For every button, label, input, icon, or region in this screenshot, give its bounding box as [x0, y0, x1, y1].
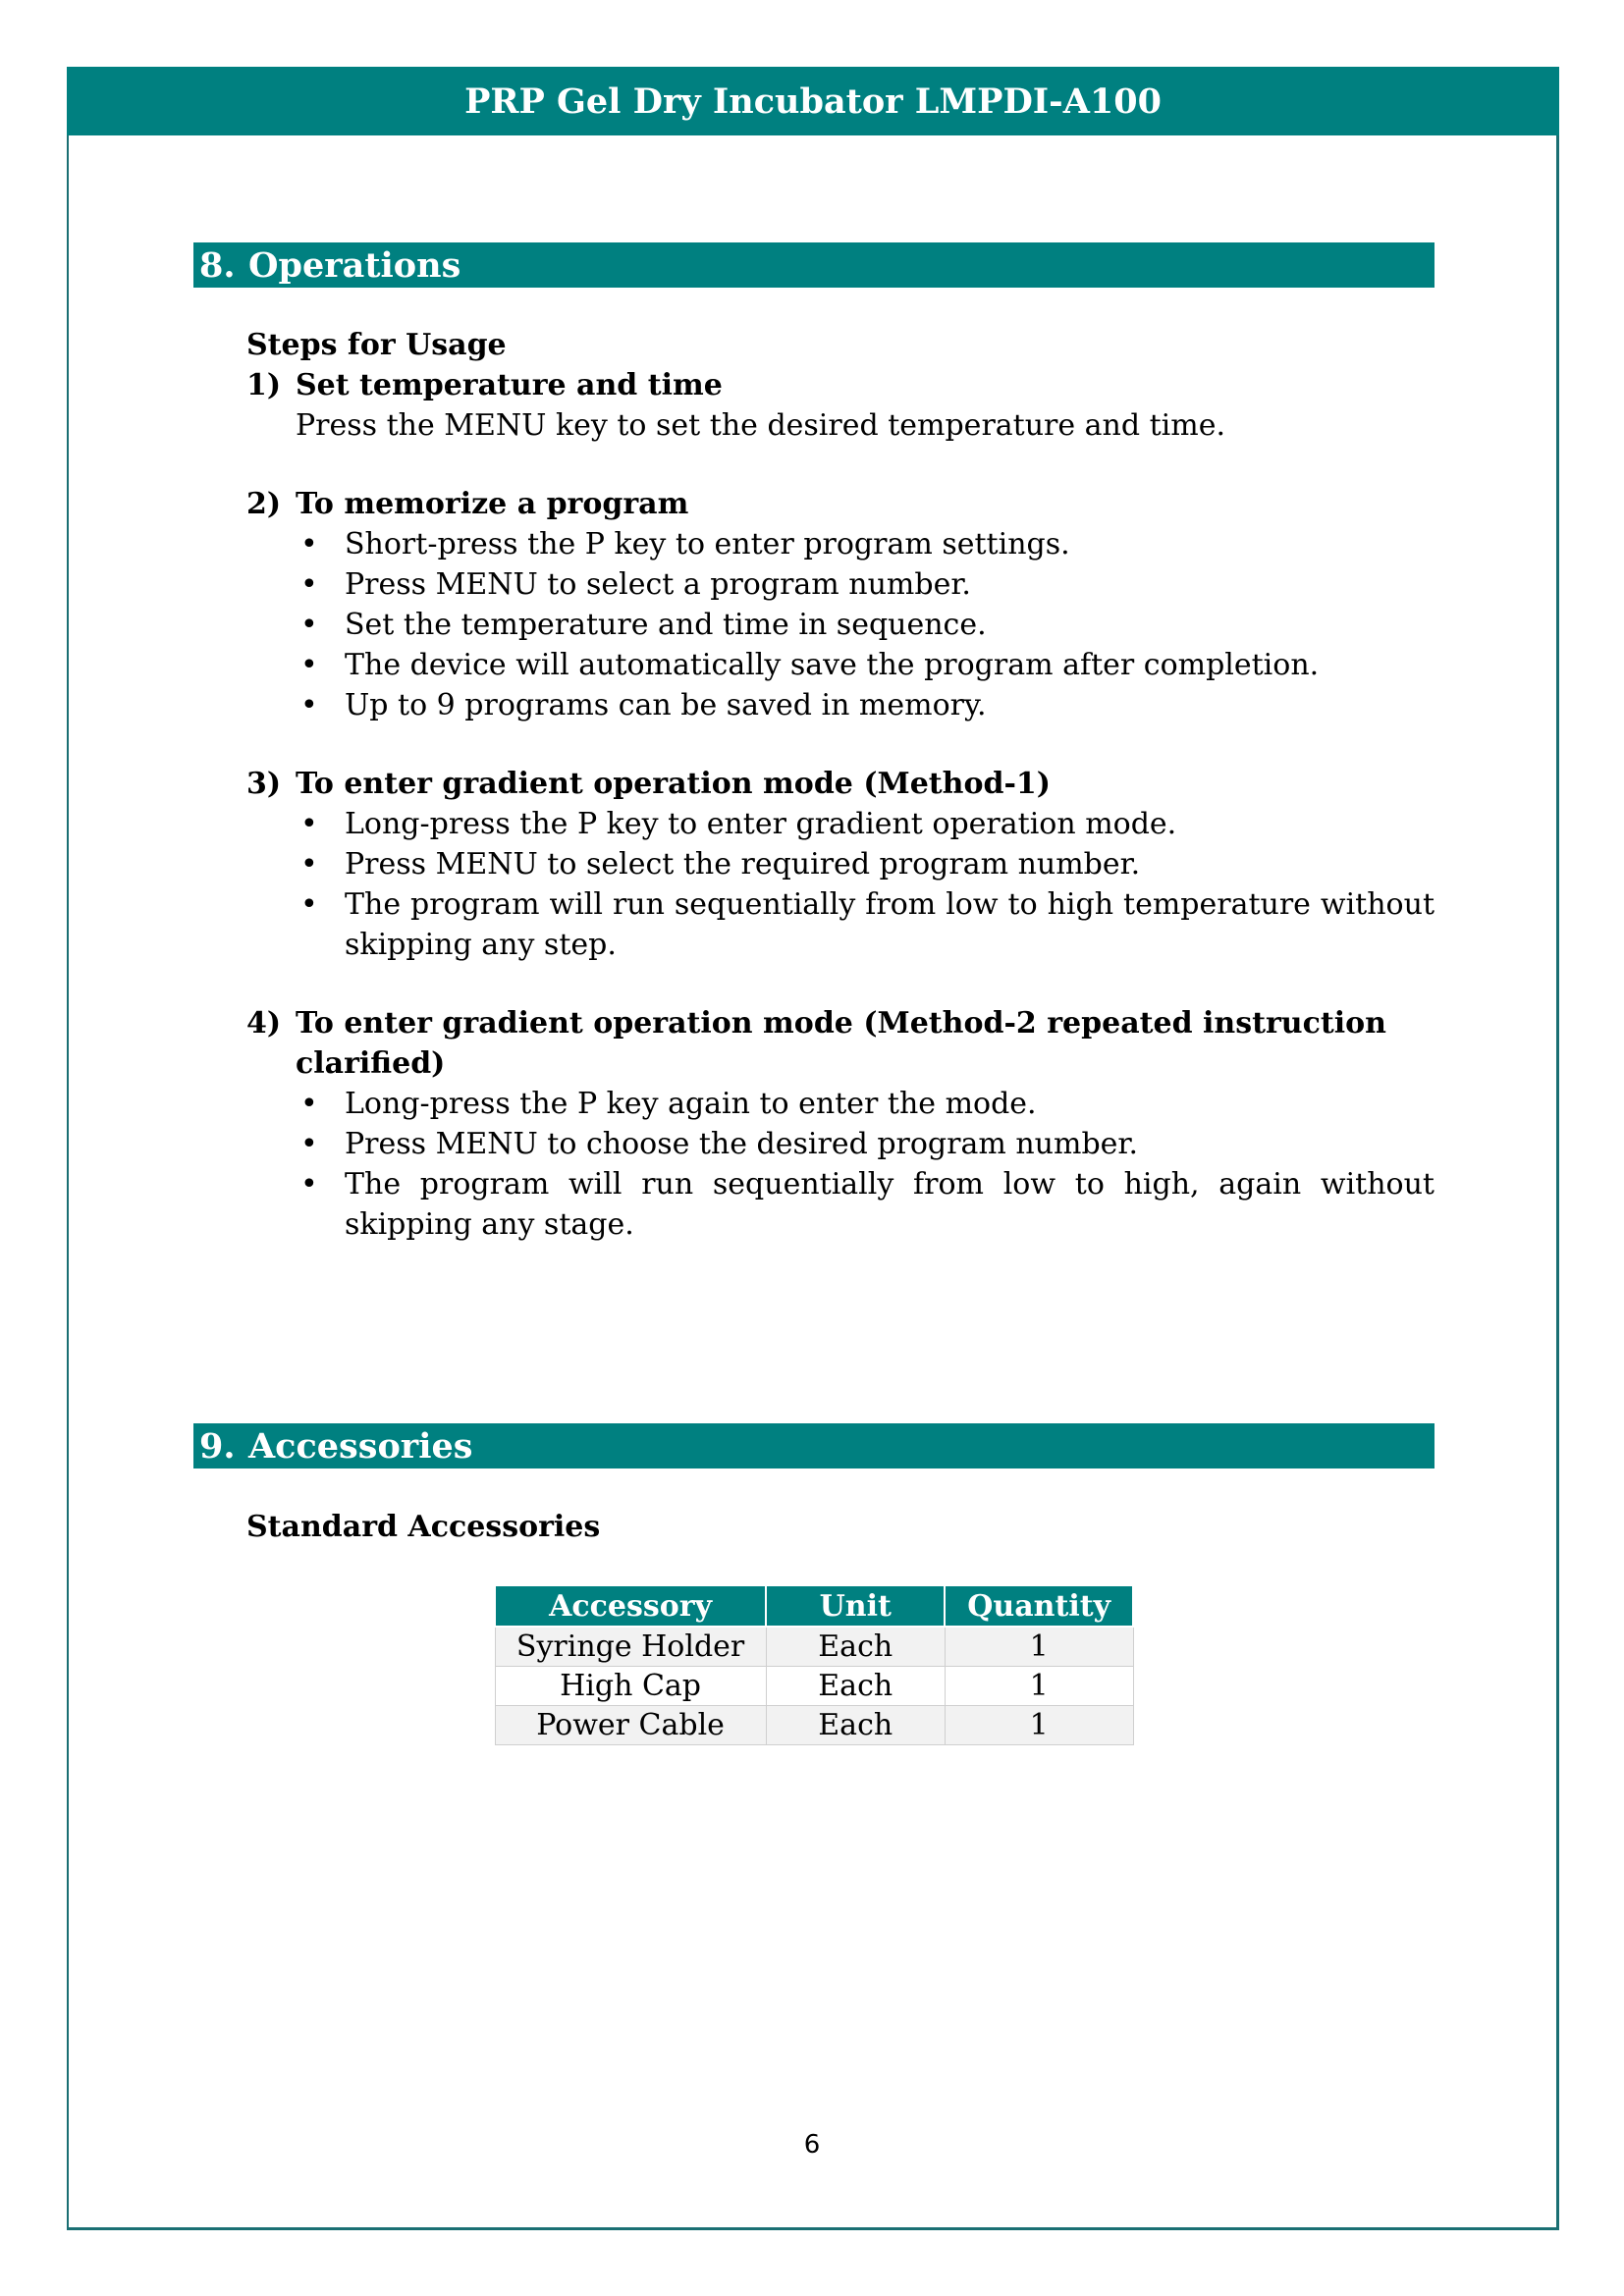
accessories-table [494, 1584, 1134, 1745]
table-cell: Each [766, 1706, 945, 1745]
column-header: Quantity [945, 1585, 1133, 1627]
list-item: • Press MENU to choose the desired program number. [296, 1124, 1435, 1164]
list-item: • Press MENU to select a program number. [296, 564, 1435, 605]
bullet-icon: • [300, 1127, 318, 1161]
column-header: Accessory [495, 1585, 766, 1627]
step-text: Press the MENU key to set the desired temperature and time. [296, 408, 1226, 443]
step-title: Set temperature and time [296, 368, 723, 402]
step-bullet-list [246, 524, 1435, 725]
list-item: • Long-press the P key again to enter the mode. [296, 1084, 1435, 1124]
bullet-icon: • [300, 608, 318, 642]
table-header-row [495, 1585, 1133, 1627]
page-number: 6 [803, 2130, 821, 2160]
accessories-content [246, 1507, 600, 1547]
section-operations-heading [193, 242, 1435, 288]
step-number: 3) [246, 767, 282, 801]
document-title: PRP Gel Dry Incubator LMPDI-A100 [464, 80, 1162, 122]
list-item: • Press MENU to select the required program number. [296, 844, 1435, 884]
table-cell: 1 [945, 1667, 1133, 1706]
table-cell: Each [766, 1627, 945, 1667]
table-row [495, 1627, 1133, 1667]
section-title: Operations [248, 244, 461, 286]
section-number: 8. [199, 244, 236, 286]
bullet-icon: • [300, 527, 318, 561]
list-item: • Set the temperature and time in sequence. [296, 605, 1435, 645]
list-item: • Up to 9 programs can be saved in memory. [296, 685, 1435, 725]
step-title: To enter gradient operation mode (Method-2 repeated instruction clarified) [296, 1006, 1386, 1081]
bullet-icon: • [300, 567, 318, 602]
step-title: To memorize a program [296, 487, 689, 521]
table-cell: Syringe Holder [495, 1627, 766, 1667]
table-row [495, 1667, 1133, 1706]
section-number: 9. [199, 1425, 236, 1467]
bullet-icon: • [300, 1167, 318, 1201]
step-heading [246, 1003, 1435, 1084]
document-header [67, 67, 1559, 135]
list-item: • The device will automatically save the program after completion. [296, 645, 1435, 685]
table-cell: Each [766, 1667, 945, 1706]
table-cell: 1 [945, 1706, 1133, 1745]
step-bullet-list [246, 804, 1435, 965]
bullet-icon: • [300, 1087, 318, 1121]
section-accessories-heading [193, 1423, 1435, 1468]
table-cell: 1 [945, 1627, 1133, 1667]
list-item: • Short-press the P key to enter program settings. [296, 524, 1435, 564]
table-cell: High Cap [495, 1667, 766, 1706]
bullet-icon: • [300, 688, 318, 722]
steps-heading: Steps for Usage [246, 328, 507, 362]
step-heading [246, 484, 1435, 524]
accessories-subheading: Standard Accessories [246, 1510, 601, 1544]
list-item: • Long-press the P key to enter gradient operation mode. [296, 804, 1435, 844]
step-heading [246, 365, 1435, 405]
table-row [495, 1706, 1133, 1745]
bullet-icon: • [300, 648, 318, 682]
step-bullet-list [246, 1084, 1435, 1245]
step-number: 2) [246, 487, 282, 521]
step-title: To enter gradient operation mode (Method-1) [296, 767, 1051, 801]
table-cell: Power Cable [495, 1706, 766, 1745]
section-title: Accessories [248, 1425, 473, 1467]
operations-content [246, 325, 1435, 1245]
step-number: 4) [246, 1006, 282, 1041]
list-item: • The program will run sequentially from low to high, again without skipping any stage. [296, 1164, 1435, 1245]
bullet-icon: • [300, 807, 318, 841]
bullet-icon: • [300, 887, 318, 922]
bullet-icon: • [300, 847, 318, 881]
step-heading [246, 764, 1435, 804]
column-header: Unit [766, 1585, 945, 1627]
list-item: • The program will run sequentially from low to high temperature without skipping any step. [296, 884, 1435, 965]
step-number: 1) [246, 368, 282, 402]
